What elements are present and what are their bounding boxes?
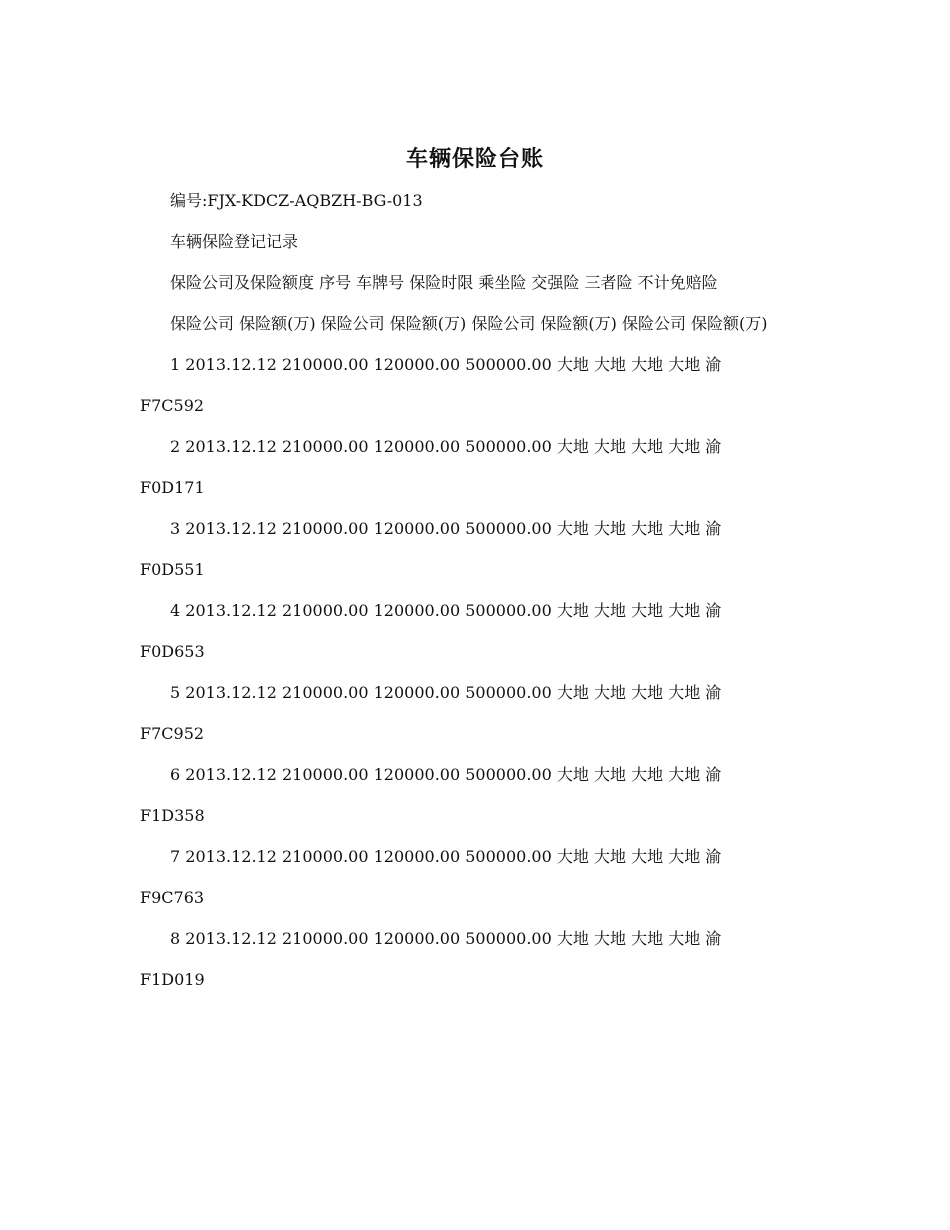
row-cell-v2: 120000.00 [373,847,461,866]
row-cell-v3: 500000.00 [465,519,552,538]
row-cell-date: 2013.12.12 [185,683,277,702]
row-cell-c1: 大地 [556,765,589,784]
row-cell-c3: 大地 [631,929,664,948]
row-cell-v3: 500000.00 [465,601,552,620]
table-row [140,836,810,918]
row-cell-prov: 渝 [705,683,722,702]
row-cell-v1: 210000.00 [281,601,369,620]
row-cell-seq: 2 [170,437,181,456]
record-list [140,344,810,1000]
document-subtitle: 车辆保险登记记录 [170,232,299,251]
row-cell-c1: 大地 [556,601,589,620]
row-cell-v3: 500000.00 [465,437,552,456]
row-cell-plate: F0D551 [140,560,205,579]
row-cell-c2: 大地 [593,929,626,948]
table-row [140,508,810,590]
row-cell-c4: 大地 [668,683,701,702]
row-cell-v3: 500000.00 [465,929,552,948]
row-cell-date: 2013.12.12 [185,929,277,948]
row-cell-date: 2013.12.12 [185,355,277,374]
row-cell-plate: F9C763 [140,888,205,907]
row-cell-date: 2013.12.12 [185,601,277,620]
row-cell-v2: 120000.00 [373,355,461,374]
row-cell-c2: 大地 [593,765,626,784]
table-row [140,344,810,426]
row-cell-prov: 渝 [705,929,722,948]
row-cell-c2: 大地 [593,519,626,538]
row-cell-c3: 大地 [631,847,664,866]
row-cell-c3: 大地 [631,355,664,374]
row-cell-seq: 1 [170,355,181,374]
row-cell-prov: 渝 [705,765,722,784]
row-cell-v2: 120000.00 [373,519,461,538]
row-cell-c2: 大地 [593,683,626,702]
row-cell-v1: 210000.00 [281,683,369,702]
table-row [140,426,810,508]
row-cell-v1: 210000.00 [281,847,369,866]
row-cell-prov: 渝 [705,437,722,456]
row-cell-c2: 大地 [593,601,626,620]
row-cell-v2: 120000.00 [373,683,461,702]
row-cell-seq: 4 [170,601,181,620]
table-row [140,590,810,672]
row-cell-c1: 大地 [556,519,589,538]
row-cell-v2: 120000.00 [373,601,461,620]
table-header-line-1: 保险公司及保险额度 序号 车牌号 保险时限 乘坐险 交强险 三者险 不计免赔险 [170,273,718,292]
row-cell-seq: 3 [170,519,181,538]
row-cell-plate: F1D358 [140,806,205,825]
row-cell-c4: 大地 [668,437,701,456]
row-cell-prov: 渝 [705,601,722,620]
row-cell-c3: 大地 [631,765,664,784]
row-cell-v3: 500000.00 [465,765,552,784]
row-cell-date: 2013.12.12 [185,519,277,538]
row-cell-seq: 7 [170,847,181,866]
row-cell-v3: 500000.00 [465,355,552,374]
row-cell-v2: 120000.00 [373,437,461,456]
row-cell-v3: 500000.00 [465,683,552,702]
document-title: 车辆保险台账 [405,146,544,172]
row-cell-c3: 大地 [631,683,664,702]
row-cell-date: 2013.12.12 [185,765,277,784]
row-cell-v3: 500000.00 [465,847,552,866]
row-cell-date: 2013.12.12 [185,437,277,456]
row-cell-v1: 210000.00 [281,519,369,538]
row-cell-c4: 大地 [668,519,701,538]
row-cell-seq: 6 [170,765,181,784]
document-code: 编号:FJX-KDCZ-AQBZH-BG-013 [170,191,423,210]
row-cell-c1: 大地 [556,683,589,702]
row-cell-seq: 5 [170,683,181,702]
row-cell-c4: 大地 [668,355,701,374]
table-row [140,918,810,1000]
row-cell-c1: 大地 [556,847,589,866]
row-cell-c3: 大地 [631,519,664,538]
row-cell-v1: 210000.00 [281,929,369,948]
table-row [140,754,810,836]
row-cell-v2: 120000.00 [373,765,461,784]
row-cell-v1: 210000.00 [281,437,369,456]
row-cell-v1: 210000.00 [281,355,369,374]
row-cell-c3: 大地 [631,437,664,456]
row-cell-c2: 大地 [593,847,626,866]
row-cell-c4: 大地 [668,847,701,866]
row-cell-prov: 渝 [705,355,722,374]
table-header-line-2: 保险公司 保险额(万) 保险公司 保险额(万) 保险公司 保险额(万) 保险公司 保险额(万) [170,314,768,333]
row-cell-c4: 大地 [668,929,701,948]
row-cell-prov: 渝 [705,847,722,866]
row-cell-plate: F0D653 [140,642,205,661]
row-cell-c4: 大地 [668,601,701,620]
row-cell-c1: 大地 [556,929,589,948]
row-cell-c2: 大地 [593,437,626,456]
table-row [140,672,810,754]
row-cell-date: 2013.12.12 [185,847,277,866]
row-cell-plate: F0D171 [140,478,205,497]
row-cell-c4: 大地 [668,765,701,784]
row-cell-plate: F7C952 [140,724,205,743]
row-cell-v2: 120000.00 [373,929,461,948]
row-cell-prov: 渝 [705,519,722,538]
row-cell-seq: 8 [170,929,181,948]
row-cell-c1: 大地 [556,355,589,374]
document-body [140,180,810,1000]
row-cell-c1: 大地 [556,437,589,456]
row-cell-plate: F7C592 [140,396,205,415]
row-cell-c2: 大地 [593,355,626,374]
row-cell-plate: F1D019 [140,970,205,989]
row-cell-c3: 大地 [631,601,664,620]
row-cell-v1: 210000.00 [281,765,369,784]
